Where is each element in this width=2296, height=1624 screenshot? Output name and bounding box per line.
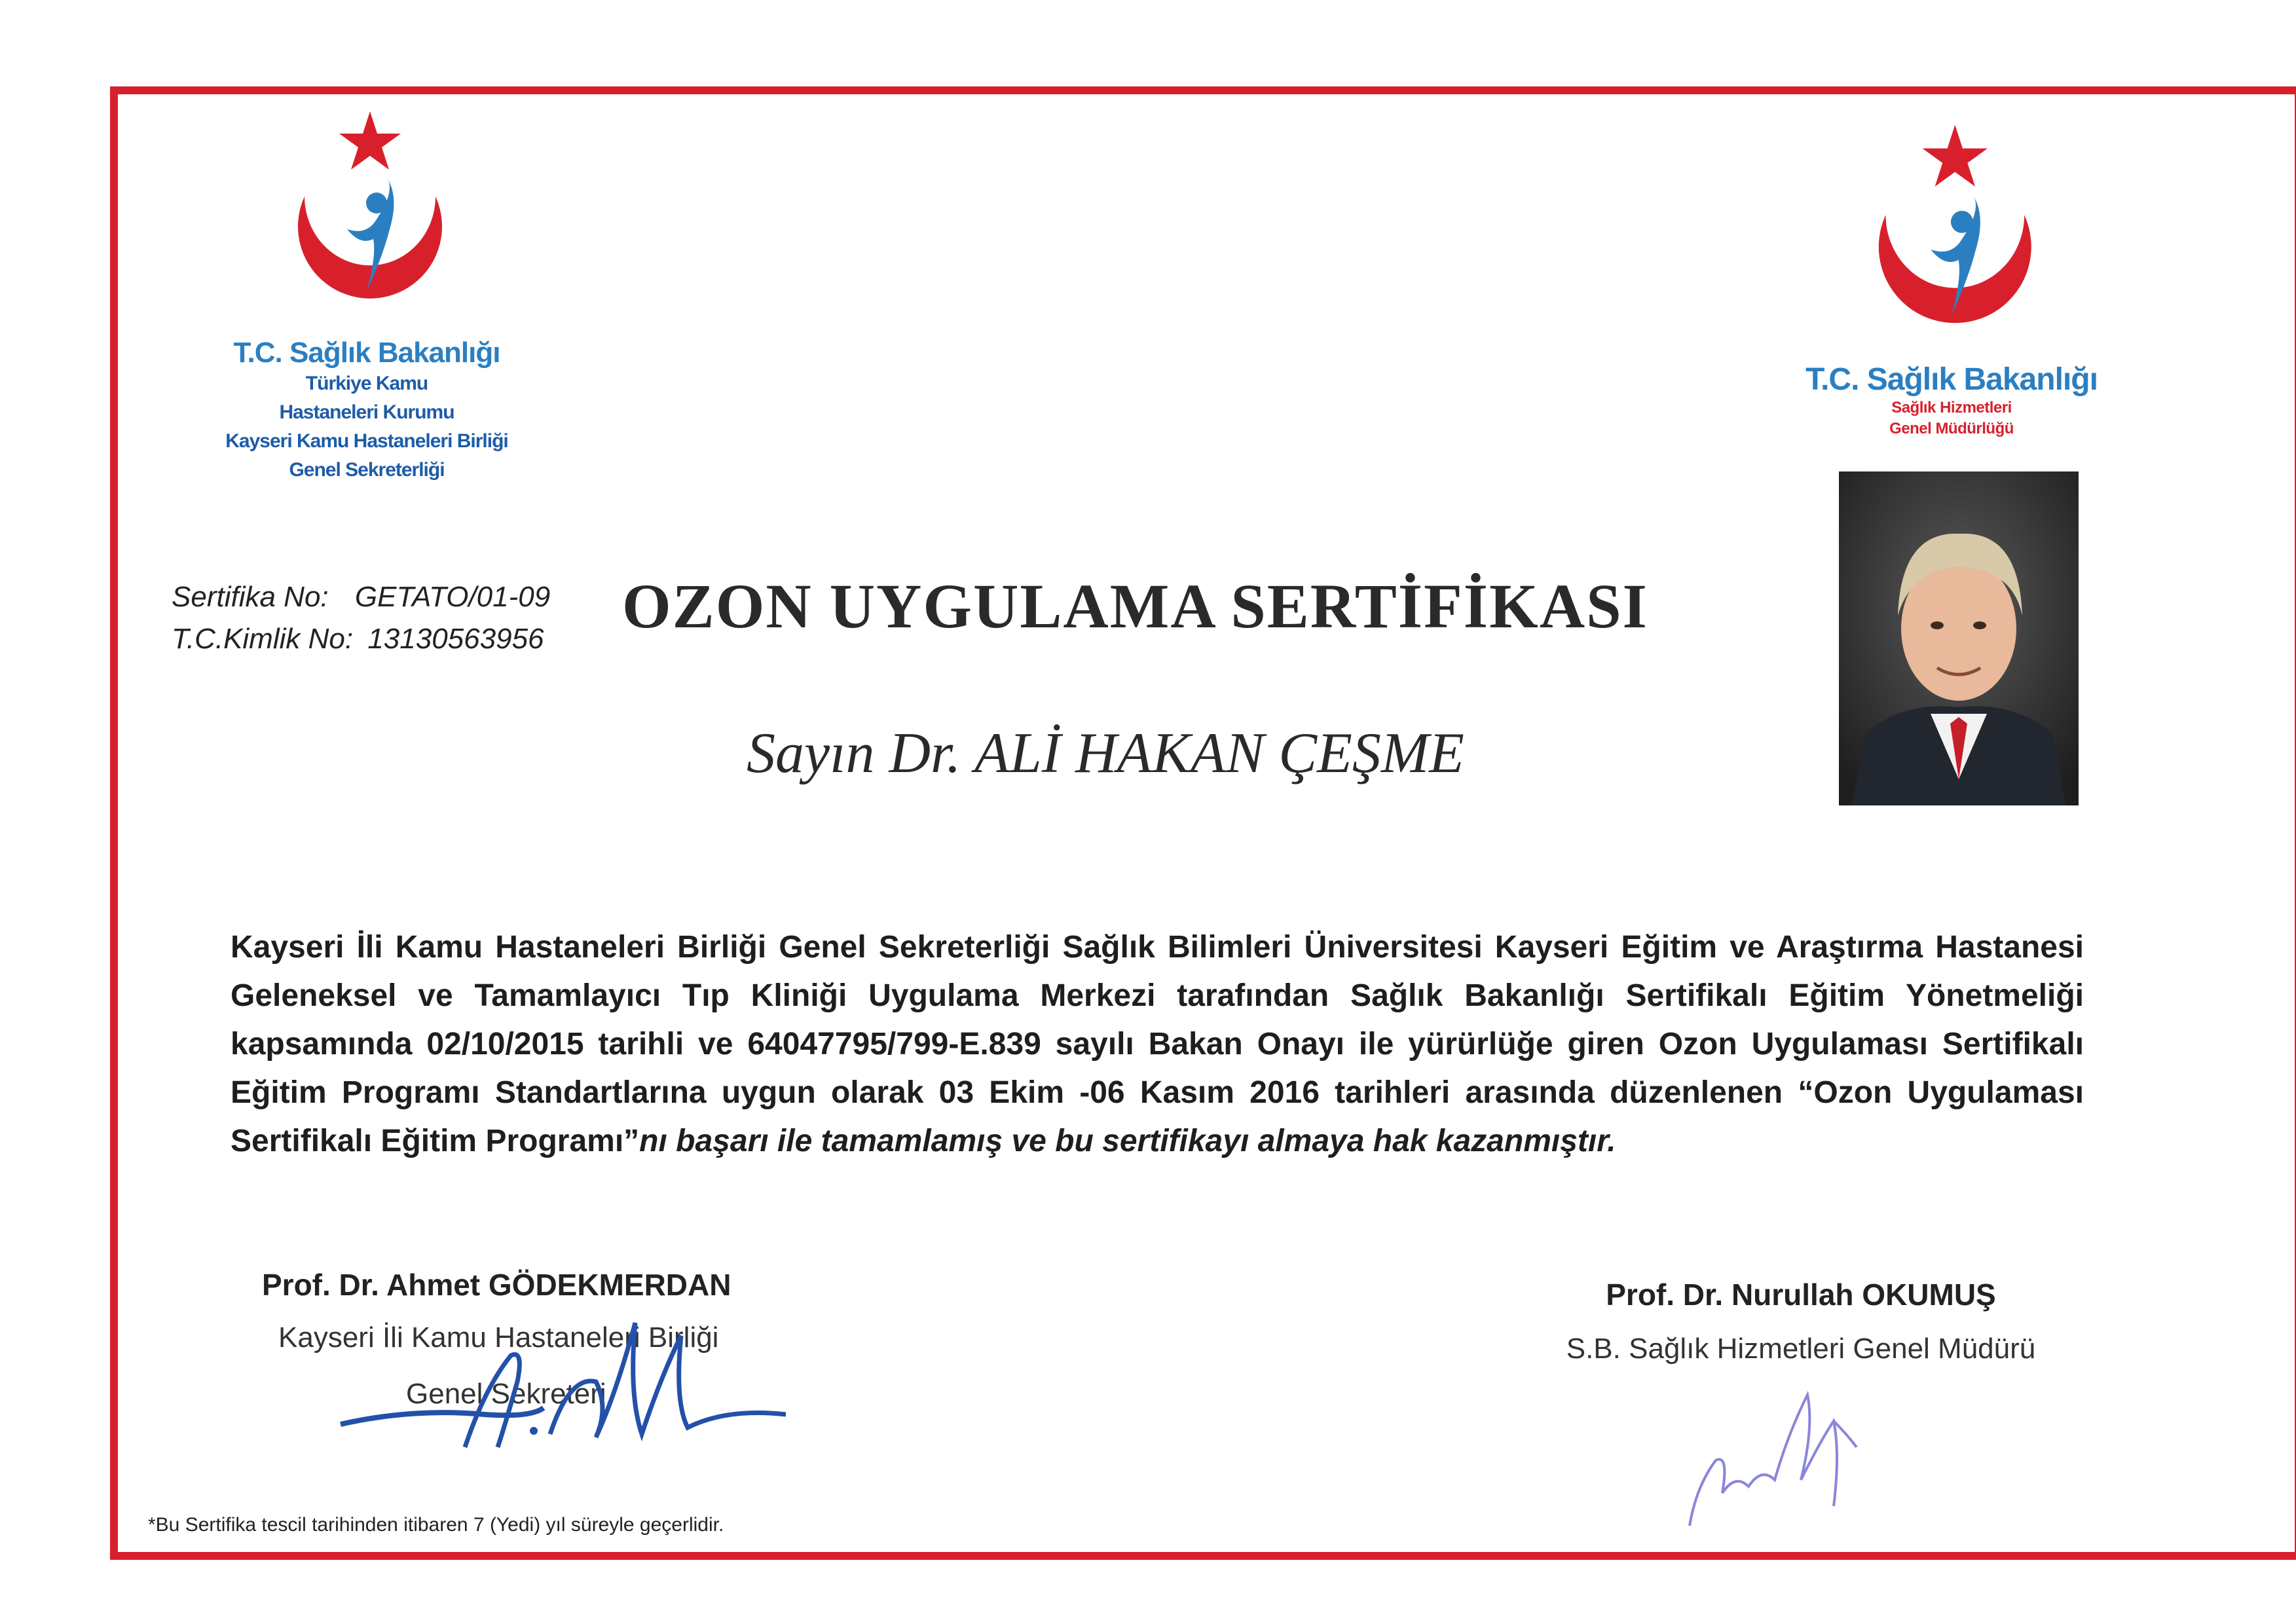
right-signatory-name: Prof. Dr. Nurullah OKUMUŞ bbox=[1606, 1278, 1996, 1312]
right-logo-line-1: Sağlık Hizmetleri bbox=[1891, 399, 2012, 416]
certificate-body-tail: nı başarı ile tamamlamış ve bu sertifikayı almaya hak kazanmıştır. bbox=[639, 1124, 1616, 1158]
certificate-number-label: Sertifika No: bbox=[172, 581, 329, 613]
left-ministry-name: T.C. Sağlık Bakanlığı bbox=[233, 337, 500, 369]
recipient-name: Sayın Dr. ALİ HAKAN ÇEŞME bbox=[747, 722, 1464, 785]
left-logo-line-4: Genel Sekreterliği bbox=[289, 459, 445, 481]
certificate-info bbox=[172, 576, 550, 660]
certificate-title: OZON UYGULAMA SERTİFİKASI bbox=[622, 571, 1648, 641]
certificate-body-text bbox=[231, 923, 2084, 1166]
left-handwritten-signature-icon bbox=[334, 1310, 819, 1460]
right-ministry-name: T.C. Sağlık Bakanlığı bbox=[1805, 362, 2098, 397]
certificate-body-main: Kayseri İli Kamu Hastaneleri Birliği Genel Sekreterliği Sağlık Bilimleri Üniversitesi Kayseri Eğitim ve Araştırma Hastanesi Geleneksel ve Tamamlayıcı Tıp Kliniği Uygulama Merkezi tarafından Sağlık Bakanlığı Sertifikalı Eğitim Yönetmeliği kapsamında 02/10/2015 tarihli ve 64047795/799-E.839 sayılı Bakan Onayı ile yürürlüğe giren Ozon Uygulaması Sertifikalı Eğitim Programı Standartlarına uygun olarak 03 Ekim -06 Kasım 2016 tarihleri arasında düzenlenen “Ozon Uygulaması Sertifikalı Eğitim Programı” bbox=[231, 930, 2084, 1158]
left-signatory-title-line-2: Genel Sekreteri bbox=[406, 1378, 606, 1410]
left-logo-line-3: Kayseri Kamu Hastaneleri Birliği bbox=[225, 430, 508, 452]
national-id-row bbox=[172, 618, 550, 660]
right-signatory-title-line-1: S.B. Sağlık Hizmetleri Genel Müdürü bbox=[1566, 1333, 2036, 1365]
right-handwritten-signature-icon bbox=[1676, 1356, 1886, 1539]
left-logo-line-2: Hastaneleri Kurumu bbox=[279, 401, 454, 423]
recipient-photo bbox=[1839, 471, 2079, 805]
national-id-label: T.C.Kimlik No: bbox=[172, 623, 354, 655]
certificate-number-row bbox=[172, 576, 550, 618]
portrait-image bbox=[1839, 471, 2079, 805]
validity-footnote: *Bu Sertifika tescil tarihinden itibaren 7 (Yedi) yıl süreyle geçerlidir. bbox=[148, 1514, 724, 1536]
left-logo-line-1: Türkiye Kamu bbox=[305, 373, 428, 394]
left-signatory-title-line-1: Kayseri İli Kamu Hastaneleri Birliği bbox=[278, 1321, 719, 1354]
ministry-crescent-logo-icon bbox=[268, 105, 465, 327]
certificate-number-value: GETATO/01-09 bbox=[354, 581, 551, 613]
ministry-crescent-logo-icon bbox=[1847, 118, 2056, 354]
right-ministry-logo-block bbox=[1768, 118, 2135, 439]
right-logo-line-2: Genel Müdürlüğü bbox=[1889, 420, 2014, 437]
national-id-value: 13130563956 bbox=[367, 623, 544, 655]
left-signatory-name: Prof. Dr. Ahmet GÖDEKMERDAN bbox=[262, 1268, 731, 1302]
left-ministry-logo-block bbox=[183, 105, 550, 485]
